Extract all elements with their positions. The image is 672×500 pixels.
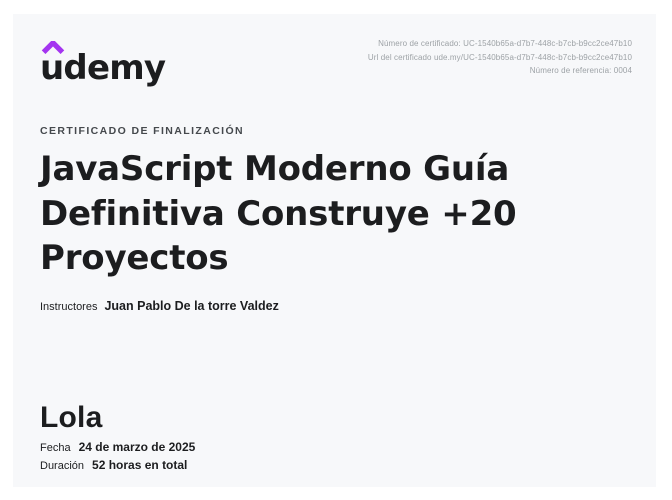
date-row (40, 440, 195, 456)
duration-label: Duración (40, 460, 85, 472)
reference-number-value: 0004 (613, 66, 632, 76)
date-label: Fecha (40, 442, 71, 454)
instructors-label: Instructores (40, 301, 98, 313)
completion-heading: CERTIFICADO DE FINALIZACIÓN (40, 125, 245, 137)
certificate-url (368, 51, 632, 65)
course-title: JavaScript Moderno Guía Definitiva Construye +20 Proyectos (40, 149, 517, 278)
certificate-url-label: Url del certificado (367, 52, 432, 62)
recipient-name: Lola (40, 401, 103, 434)
instructors-row (40, 298, 279, 315)
certificate-number-value: UC-1540b65a-d7b7-448c-b7cb-b9cc2ce47b10 (463, 39, 632, 48)
instructors-names: Juan Pablo De la torre Valdez (104, 299, 279, 313)
date-value: 24 de marzo de 2025 (78, 440, 196, 454)
reference-number-label: Número de referencia: (529, 66, 612, 76)
udemy-logo-text: udemy (40, 48, 166, 88)
certificate (13, 14, 656, 487)
certificate-meta (368, 37, 632, 78)
certificate-number-label: Número de certificado: (378, 39, 461, 48)
udemy-logo (40, 38, 170, 94)
certificate-url-value: ude.my/UC-1540b65a-d7b7-448c-b7cb-b9cc2ce47b10 (433, 52, 632, 62)
duration-value: 52 horas en total (92, 458, 188, 472)
certificate-number (368, 37, 632, 51)
reference-number (368, 64, 632, 78)
duration-row (40, 458, 187, 474)
